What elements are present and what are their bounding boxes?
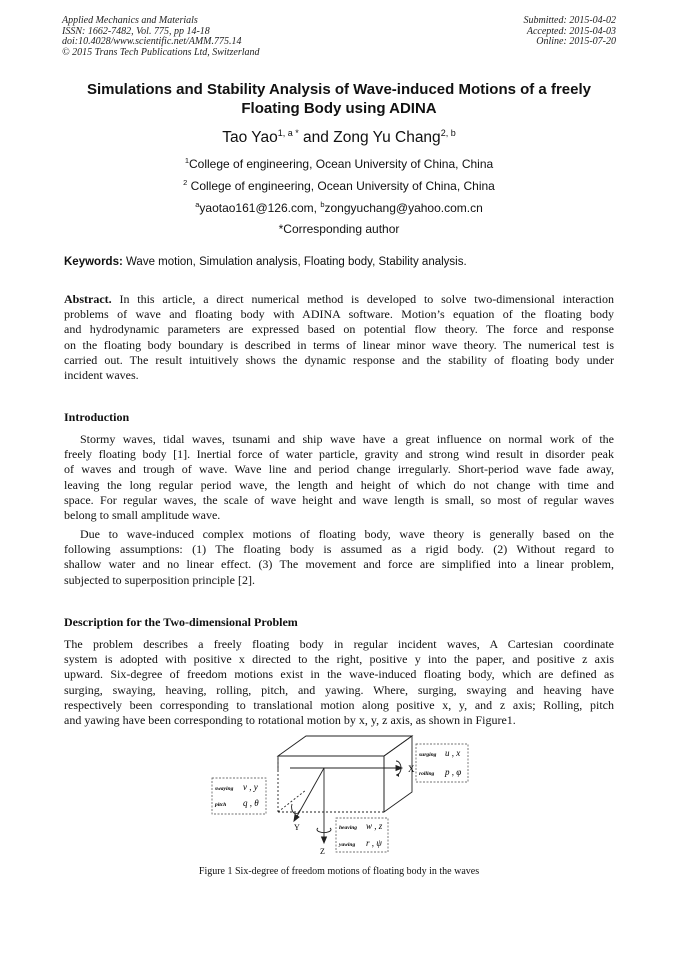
email-b[interactable]: zongyuchang@yahoo.com.cn xyxy=(324,201,483,215)
author-and: and xyxy=(298,129,334,146)
intro-line: space. For regular waves, the scale of wave height and wave length is small, so most of regular waves xyxy=(64,492,614,507)
rolling-arc-head xyxy=(396,773,399,777)
axis-z-label: Z xyxy=(320,847,325,856)
intro-line: of waves and trough of wave. Wave line and period change irregularly. Short-period wave fade away, xyxy=(64,462,614,477)
description-paragraph xyxy=(64,637,614,728)
abstract-line: problems of wave and floating body with ADINA software. Motion’s equation of the floating body xyxy=(64,307,614,322)
submission-dates xyxy=(524,16,617,48)
legend-swaying-pitch xyxy=(212,778,266,814)
heaving-symbol: w , z xyxy=(366,821,383,831)
abstract-text: In this article, a direct numerical method is developed to solve two-dimensional interaction xyxy=(111,292,614,306)
email-a[interactable]: yaotao161@126.com, xyxy=(199,201,321,215)
yawing-symbol: r , ψ xyxy=(366,838,382,848)
title-line-2: Floating Body using ADINA xyxy=(241,100,437,117)
description-line: and yawing have been corresponding to rotational motion by x, y, z axis, as shown in Figure1. xyxy=(64,712,516,727)
abstract-line: incident waves. xyxy=(64,367,139,382)
aff1-marker: 1 xyxy=(184,156,189,165)
description-line: system is adopted with positive x directed to the right, positive y into the paper, and positive z axis xyxy=(64,652,614,667)
keywords-label: Keywords: xyxy=(64,256,123,268)
swaying-symbol: v , y xyxy=(243,782,258,792)
rolling-label: rolling xyxy=(419,771,435,777)
author-list xyxy=(40,128,638,148)
six-dof-figure xyxy=(200,730,490,860)
online-date: Online: 2015-07-20 xyxy=(536,36,616,48)
paper-title xyxy=(40,80,638,118)
title-line-1: Simulations and Stability Analysis of Wave-induced Motions of a freely xyxy=(87,81,591,98)
description-heading: Description for the Two-dimensional Problem xyxy=(64,615,298,629)
intro-line: leaving the long regular period wave, the length and height of which do not change with time and xyxy=(64,477,614,492)
email-b-marker: b xyxy=(320,200,325,209)
introduction-paragraph-1 xyxy=(64,432,614,523)
abstract-line xyxy=(64,292,614,307)
author-2: Zong Yu Chang xyxy=(333,129,441,146)
corresponding-note: *Corresponding author xyxy=(278,222,400,236)
aff1-text: College of engineering, Ocean University of China, China xyxy=(189,157,494,171)
abstract xyxy=(64,292,614,383)
description-line: upward. Six-degree of freedom motions exist in the wave-induced floating body, which are defined as xyxy=(64,667,614,682)
author-1-affil: 1, a * xyxy=(277,128,299,138)
affiliation-2 xyxy=(40,178,638,194)
figure-caption: Figure 1 Six-degree of freedom motions of floating body in the waves xyxy=(198,866,480,877)
description-line: respectively been corresponding to translational motion along positive x, y, and z axis; Rolling, pitch xyxy=(64,697,614,712)
cube-top-face xyxy=(278,736,412,756)
pitch-symbol: q , θ xyxy=(243,798,259,808)
yawing-label: yawing xyxy=(339,842,356,848)
journal-copyright: © 2015 Trans Tech Publications Ltd, Switzerland xyxy=(62,46,260,58)
intro-line: subjected to superposition principle [2]. xyxy=(64,572,255,587)
pitch-label: pitch xyxy=(215,802,227,808)
abstract-line: on the floating body boundary is described in terms of linear minor wave theory. The numerical test is xyxy=(64,337,614,352)
journal-info xyxy=(62,16,260,58)
journal-doi: doi:10.4028/www.scientific.net/AMM.775.14 xyxy=(62,36,242,48)
aff2-text: College of engineering, Ocean University of China, China xyxy=(187,179,495,193)
swaying-label: swaying xyxy=(215,786,234,792)
journal-issn: ISSN: 1662-7482, Vol. 775, pp 14-18 xyxy=(62,25,210,37)
journal-name: Applied Mechanics and Materials xyxy=(62,15,198,26)
introduction-paragraph-2 xyxy=(64,527,614,588)
description-line: surging, swaying, heaving, rolling, pitch, and yawing. Where, surging, swaying and heaving have xyxy=(64,682,614,697)
intro-line: freely floating body [1]. Inertial force of water particle, gravity and strong wind result in disorder peak xyxy=(64,447,614,462)
abstract-label: Abstract. xyxy=(64,292,112,306)
rolling-symbol: p , φ xyxy=(445,767,462,777)
intro-line: Stormy waves, tidal waves, tsunami and ship wave have a great influence on normal work of the xyxy=(80,432,614,446)
email-a-marker: a xyxy=(195,200,200,209)
keywords xyxy=(64,256,467,268)
axis-y-label: Y xyxy=(294,823,300,832)
heaving-label: heaving xyxy=(339,825,358,831)
z-axis-arrow xyxy=(322,837,327,843)
abstract-line: carried out. The result intuitively shows the dynamic response and the stability of floating body under xyxy=(64,352,614,367)
y-axis-arrow xyxy=(294,815,299,822)
intro-line: shallow water and no linear effect. (3) The movement and force are simplified into a linear problem, xyxy=(64,557,614,572)
author-emails xyxy=(40,200,638,216)
keywords-text: Wave motion, Simulation analysis, Floating body, Stability analysis. xyxy=(122,256,467,268)
affiliation-1 xyxy=(40,156,638,172)
author-2-affil: 2, b xyxy=(440,128,456,138)
aff2-marker: 2 xyxy=(183,178,188,187)
abstract-line: and hydrodynamic parameters are expressed based on potential flow theory. The force and response xyxy=(64,322,614,337)
author-1: Tao Yao xyxy=(222,129,278,146)
intro-line: Due to wave-induced complex motions of floating body, wave theory is generally based on the xyxy=(80,527,614,541)
accepted-date: Accepted: 2015-04-03 xyxy=(526,25,616,37)
axis-x-label: X xyxy=(408,764,415,774)
surging-symbol: u , x xyxy=(445,748,461,758)
intro-line: following assumptions: (1) The floating body is assumed as a rigid body. (2) Without regard to xyxy=(64,542,614,557)
introduction-heading: Introduction xyxy=(64,410,130,424)
intro-line: belong to small amplitude wave. xyxy=(64,507,221,522)
submitted-date: Submitted: 2015-04-02 xyxy=(523,15,616,26)
description-line: The problem describes a freely floating body in regular incident waves, A Cartesian coordinate xyxy=(64,637,614,651)
surging-label: surging xyxy=(419,752,437,758)
